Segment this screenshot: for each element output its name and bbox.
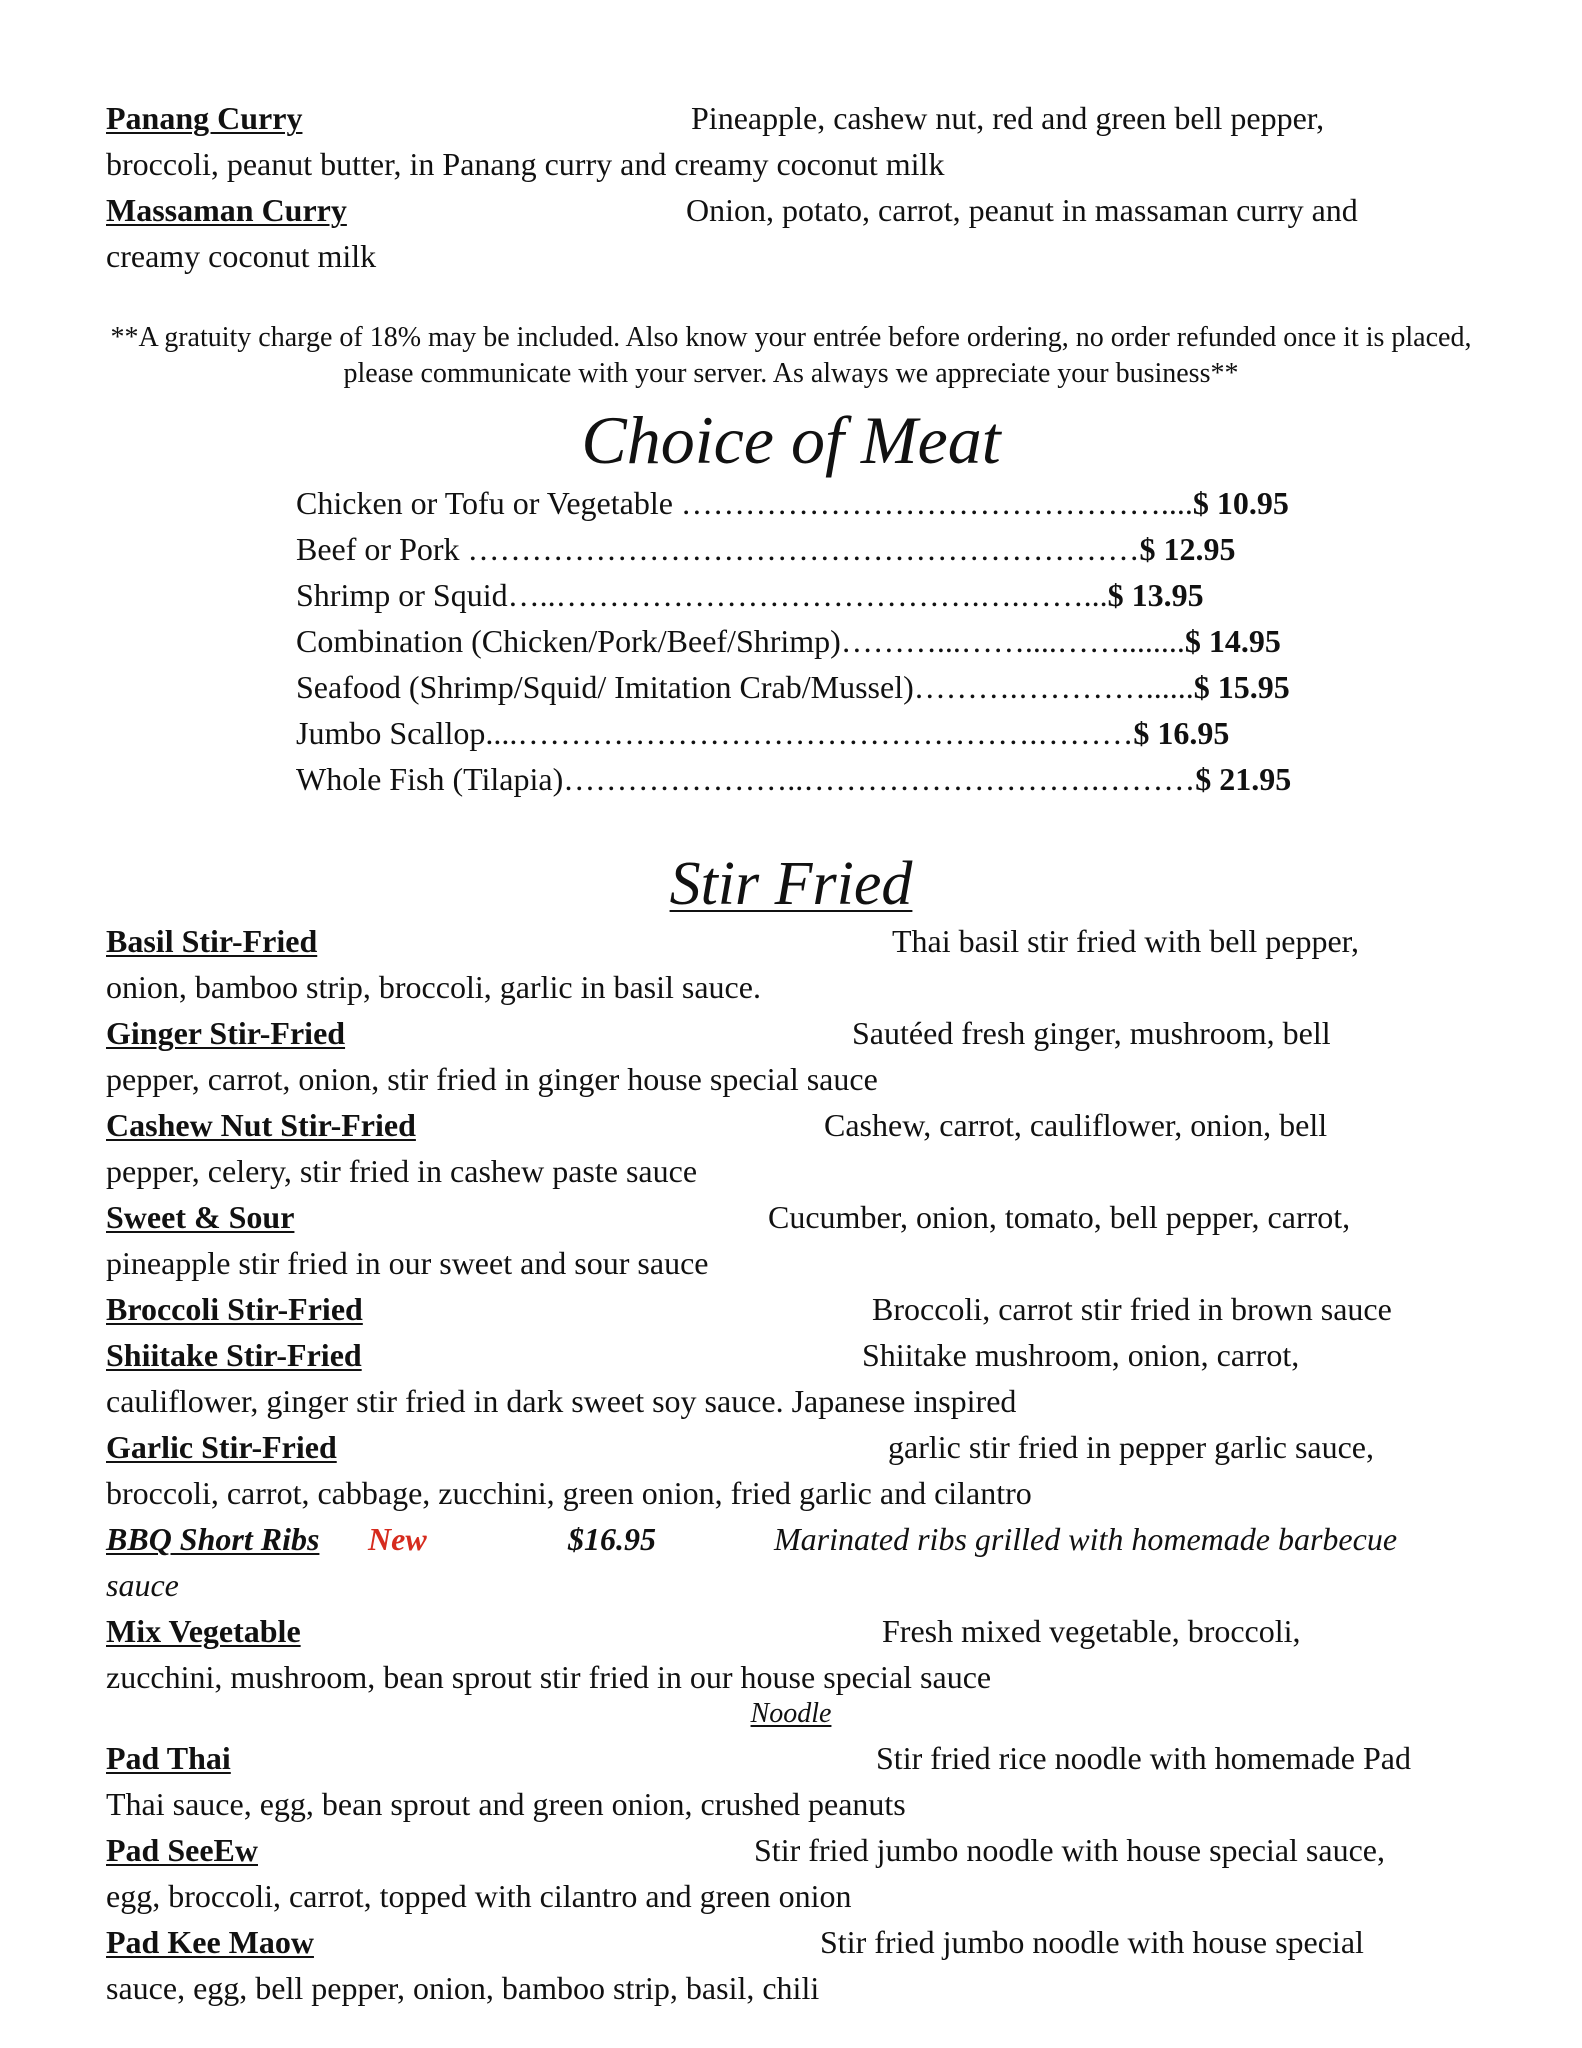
meat-price: $ 16.95	[1133, 715, 1230, 751]
meat-price: $ 21.95	[1195, 761, 1292, 797]
item-description-cont: egg, broccoli, carrot, topped with cilantro and green onion	[106, 1878, 852, 1914]
menu-item-pad-kee-maow	[106, 1919, 1486, 2011]
menu-item-pad-thai	[106, 1735, 1486, 1827]
menu-item-mix-vegetable	[106, 1608, 1486, 1700]
gratuity-notice: **A gratuity charge of 18% may be included. Also know your entrée before ordering, no order refunded once it is placed, please communicate with your server. As always we appreciate your business**	[110, 322, 1472, 389]
item-description-cont: onion, bamboo strip, broccoli, garlic in basil sauce.	[106, 969, 761, 1005]
meat-price: $ 10.95	[1192, 485, 1289, 521]
meat-price: $ 12.95	[1139, 531, 1236, 567]
item-name: Sweet & Sour	[106, 1199, 295, 1235]
menu-item-massaman-curry	[106, 187, 1486, 279]
menu-item-broccoli-stir-fried	[106, 1286, 1486, 1332]
menu-item-cashew-nut-stir-fried	[106, 1102, 1486, 1194]
meat-label: Beef or Pork ………………………………………………………	[296, 531, 1140, 567]
menu-item-pad-seeew	[106, 1827, 1486, 1919]
item-name: Pad Thai	[106, 1740, 231, 1776]
meat-label: Whole Fish (Tilapia)…………………..……………………….………	[296, 761, 1196, 797]
menu-item-shiitake-stir-fried	[106, 1332, 1486, 1424]
item-description: Onion, potato, carrot, peanut in massaman curry and	[686, 192, 1358, 228]
meat-row	[296, 480, 1291, 526]
stir-fried-heading	[0, 846, 1582, 922]
meat-price: $ 15.95	[1193, 669, 1290, 705]
item-name: Ginger Stir-Fried	[106, 1015, 346, 1051]
noodle-title: Noodle	[750, 1698, 832, 1729]
item-description: Marinated ribs grilled with homemade barbecue	[774, 1521, 1398, 1557]
item-description-cont: creamy coconut milk	[106, 238, 377, 274]
noodle-subheading	[0, 1697, 1582, 1731]
menu-item-panang-curry	[106, 95, 1486, 187]
meat-row	[296, 710, 1291, 756]
item-description-cont: zucchini, mushroom, bean sprout stir fried in our house special sauce	[106, 1659, 992, 1695]
item-description-cont: Thai sauce, egg, bean sprout and green onion, crushed peanuts	[106, 1786, 906, 1822]
meat-price-list	[296, 480, 1291, 802]
item-description-cont: sauce	[106, 1567, 179, 1603]
item-description-cont: pepper, carrot, onion, stir fried in ginger house special sauce	[106, 1061, 878, 1097]
item-description-cont: sauce, egg, bell pepper, onion, bamboo strip, basil, chili	[106, 1970, 820, 2006]
item-description: Pineapple, cashew nut, red and green bell pepper,	[691, 100, 1325, 136]
meat-row	[296, 572, 1291, 618]
item-name: Massaman Curry	[106, 192, 347, 228]
item-name: Shiitake Stir-Fried	[106, 1337, 362, 1373]
item-name: Broccoli Stir-Fried	[106, 1291, 363, 1327]
meat-row	[296, 526, 1291, 572]
menu-item-sweet-and-sour	[106, 1194, 1486, 1286]
meat-label: Seafood (Shrimp/Squid/ Imitation Crab/Mussel)……….…………......	[296, 669, 1194, 705]
item-name: Cashew Nut Stir-Fried	[106, 1107, 416, 1143]
new-badge: New	[368, 1521, 427, 1557]
stir-fried-title: Stir Fried	[669, 850, 913, 918]
item-description: Thai basil stir fried with bell pepper,	[892, 923, 1360, 959]
item-description: Cucumber, onion, tomato, bell pepper, carrot,	[768, 1199, 1351, 1235]
menu-item-basil-stir-fried	[106, 918, 1486, 1010]
item-name: Panang Curry	[106, 100, 303, 136]
menu-item-ginger-stir-fried	[106, 1010, 1486, 1102]
menu-item-bbq-short-ribs	[106, 1516, 1486, 1608]
meat-price: $ 14.95	[1184, 623, 1281, 659]
meat-price: $ 13.95	[1107, 577, 1204, 613]
item-description: Stir fried jumbo noodle with house special	[820, 1924, 1364, 1960]
item-description: Sautéed fresh ginger, mushroom, bell	[852, 1015, 1331, 1051]
meat-label: Chicken or Tofu or Vegetable ………………………………………....	[296, 485, 1193, 521]
item-name: Garlic Stir-Fried	[106, 1429, 337, 1465]
item-description: garlic stir fried in pepper garlic sauce,	[888, 1429, 1374, 1465]
meat-label: Shrimp or Squid…..………………………………….….……...	[296, 577, 1108, 613]
meat-row	[296, 756, 1291, 802]
meat-label: Combination (Chicken/Pork/Beef/Shrimp)………...……....……........	[296, 623, 1185, 659]
item-description-cont: pepper, celery, stir fried in cashew paste sauce	[106, 1153, 698, 1189]
item-price: $16.95	[568, 1521, 656, 1557]
item-name: Mix Vegetable	[106, 1613, 301, 1649]
meat-label: Jumbo Scallop....………………………………………….………	[296, 715, 1134, 751]
choice-of-meat-heading: Choice of Meat	[581, 402, 1001, 478]
menu-item-garlic-stir-fried	[106, 1424, 1486, 1516]
item-description: Stir fried rice noodle with homemade Pad	[876, 1740, 1411, 1776]
item-description-cont: broccoli, peanut butter, in Panang curry and creamy coconut milk	[106, 146, 945, 182]
item-description: Fresh mixed vegetable, broccoli,	[882, 1613, 1301, 1649]
item-name: Basil Stir-Fried	[106, 923, 318, 959]
item-description-cont: broccoli, carrot, cabbage, zucchini, green onion, fried garlic and cilantro	[106, 1475, 1032, 1511]
item-name: Pad SeeEw	[106, 1832, 258, 1868]
item-description: Shiitake mushroom, onion, carrot,	[862, 1337, 1300, 1373]
item-description-cont: cauliflower, ginger stir fried in dark sweet soy sauce. Japanese inspired	[106, 1383, 1017, 1419]
item-description: Broccoli, carrot stir fried in brown sauce	[872, 1291, 1392, 1327]
item-description-cont: pineapple stir fried in our sweet and sour sauce	[106, 1245, 709, 1281]
meat-row	[296, 664, 1291, 710]
item-description: Stir fried jumbo noodle with house special sauce,	[754, 1832, 1385, 1868]
meat-row	[296, 618, 1291, 664]
item-name: BBQ Short Ribs	[106, 1521, 320, 1557]
item-name: Pad Kee Maow	[106, 1924, 314, 1960]
item-description: Cashew, carrot, cauliflower, onion, bell	[824, 1107, 1328, 1143]
